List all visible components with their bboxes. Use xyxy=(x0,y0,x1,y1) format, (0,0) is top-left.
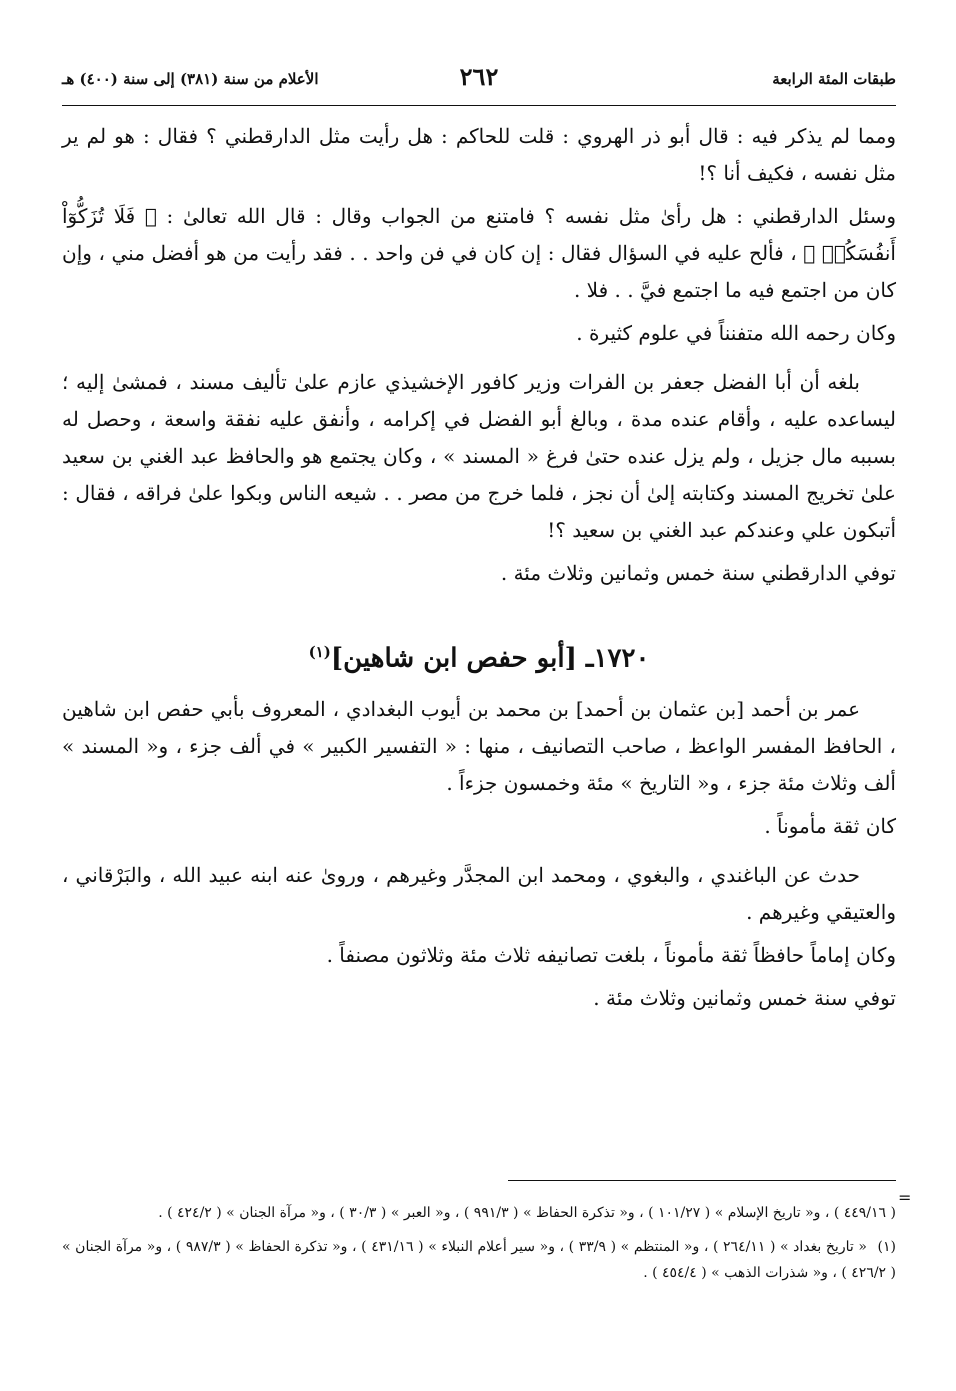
entry-title: ١٧٢٠ـ [أبو حفص ابن شاهين] xyxy=(330,643,650,674)
header-years-range: الأعلام من سنة (٣٨١) إلى سنة (٤٠٠) هـ xyxy=(62,70,319,88)
paragraph: وكان رحمه الله متفنناً في علوم كثيرة . xyxy=(576,321,896,345)
header-section-title: طبقات المئة الرابعة xyxy=(772,70,896,88)
footnote-rule xyxy=(508,1180,896,1181)
footnotes xyxy=(62,1200,896,1294)
header-rule xyxy=(62,105,896,106)
entry-heading xyxy=(62,630,896,681)
page-number: ٢٦٢ xyxy=(459,62,499,91)
paragraph: بلغه أن أبا الفضل جعفر بن الفرات وزير كافور الإخشيذي عازم علىٰ تأليف مسند ، فمشىٰ إليه ؛ ليساعده عليه ، وأقام عنده مدة ، وبالغ أبو الفضل في إكرامه ، وأنفق عليه نفقة واسعة ، وحصل له بسببه مال جزيل ، ولم يزل عنده حتىٰ فرغ « المسند » ، وكان يجتمع هو والحافظ عبد الغني بن سعيد علىٰ تخريج المسند وكتابته إلىٰ أن نجز ، فلما خرج من مصر . . شيعه الناس وبكوا علىٰ فراقه ، فقال : أتبكون علي وعندكم عبد الغني بن سعيد ؟! xyxy=(62,370,897,542)
paragraph: توفي الدارقطني سنة خمس وثمانين وثلاث مئة . xyxy=(500,561,896,585)
paragraph: توفي سنة خمس وثمانين وثلاث مئة . xyxy=(593,985,896,1010)
paragraph: وكان إماماً حافظاً ثقة مأموناً ، بلغت تصانيفه ثلاث مئة وثلاثون مصنفاً . xyxy=(326,942,896,967)
footnote-text: « تاريخ بغداد » ( ٢٦٤/١١ ) ، و« المنتظم » ( ٣٣/٩ ) ، و« سير أعلام النبلاء » ( ٤٣١/١٦ ) ، و« تذكرة الحفاظ » ( ٩٨٧/٣ ) ، و« مرآة الجنان » ( ٤٢٦/٢ ) ، و« شذرات الذهب » ( ٤٥٤/٤ ) . xyxy=(62,1239,896,1281)
footnote-number: (١) xyxy=(877,1239,896,1255)
running-header xyxy=(62,62,896,102)
footnote-1 xyxy=(62,1234,896,1286)
paragraph: وسئل الدارقطني : هل رأىٰ مثل نفسه ؟ فامتنع من الجواب وقال : قال الله تعالىٰ : ﴿ فَلَا تُزَكُّوٓاْ أَنفُسَكُمۡ ﴾ ، فألح عليه في السؤال فقال : إن كان في فن واحد . . فقد رأيت من هو أفضل مني ، وإن كان من اجتمع فيه ما اجتمع فيَّ . . فلا . xyxy=(62,204,896,302)
footnote-ref: (١) xyxy=(308,643,331,661)
footnote-continued: ( ٤٤٩/١٦ ) ، و« تاريخ الإسلام » ( ١٠١/٢٧ ) ، و« تذكرة الحفاظ » ( ٩٩١/٣ ) ، و« العبر » ( ٣٠/٣ ) ، و« مرآة الجنان » ( ٤٢٤/٢ ) . xyxy=(158,1205,896,1221)
paragraph: عمر بن أحمد [بن عثمان بن أحمد] بن محمد بن أيوب البغدادي ، المعروف بأبي حفص ابن شاهين ، الحافظ المفسر الواعظ ، صاحب التصانيف ، منها : « التفسير الكبير » في ألف جزء ، و« المسند » ألف وثلاث مئة جزء ، و« التاريخ » مئة وخمسون جزءاً . xyxy=(62,696,896,795)
main-text xyxy=(62,118,896,1023)
continuation-marker: = xyxy=(898,1188,912,1207)
paragraph: ومما لم يذكر فيه : قال أبو ذر الهروي : قلت للحاكم : هل رأيت مثل الدارقطني ؟ فقال : هو لم ير مثل نفسه ، فكيف أنا ؟! xyxy=(62,124,896,185)
paragraph: كان ثقة مأموناً . xyxy=(764,813,896,838)
paragraph: حدث عن الباغندي ، والبغوي ، ومحمد ابن المجدَّر وغيرهم ، وروىٰ عنه ابنه عبيد الله ، والبَرْقاني ، والعتيقي وغيرهم . xyxy=(62,862,896,924)
